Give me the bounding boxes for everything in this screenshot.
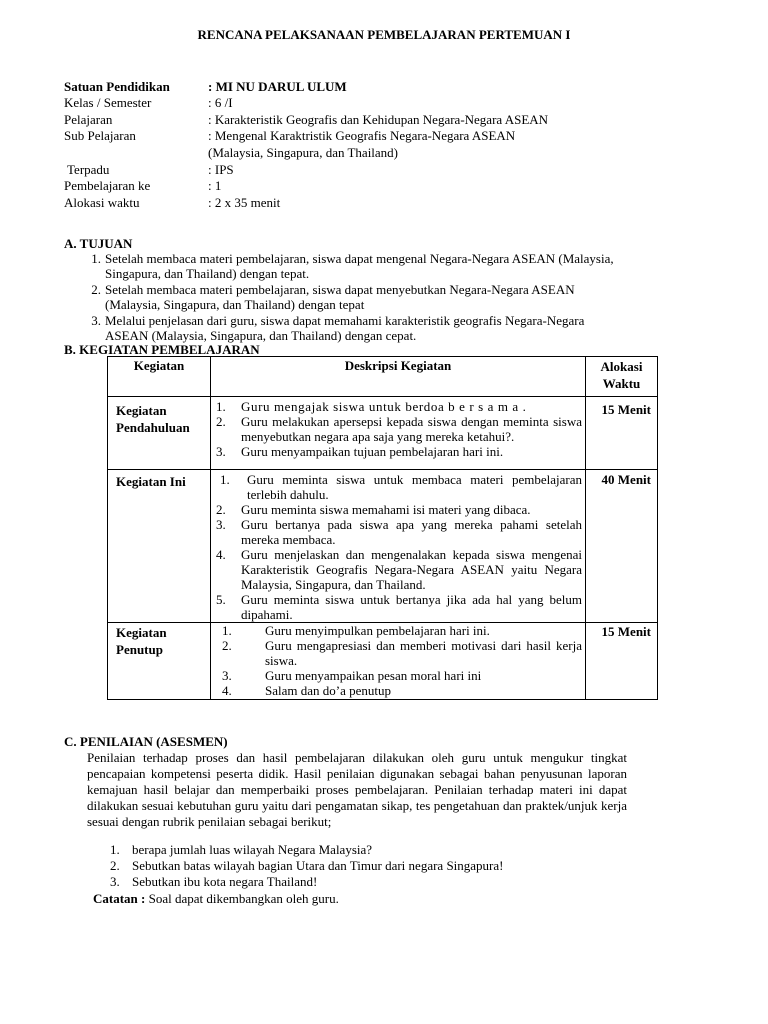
info-value: : IPS <box>208 162 234 177</box>
question-text: berapa jumlah luas wilayah Negara Malaysia? <box>132 842 373 857</box>
step-text: Guru meminta siswa memahami isi materi yang dibaca. <box>241 502 531 517</box>
list-item <box>214 638 582 668</box>
list-item <box>214 668 582 683</box>
list-item <box>214 502 582 517</box>
info-value: : 1 <box>208 178 222 193</box>
question-text: Sebutkan batas wilayah bagian Utara dan Timur dari negara Singapura! <box>132 858 504 873</box>
step-list <box>214 472 582 622</box>
catatan-text: Soal dapat dikembangkan oleh guru. <box>145 891 339 906</box>
section-heading-kegiatan: B. KEGIATAN PEMBELAJARAN <box>64 342 260 357</box>
column-header-deskripsi: Deskripsi Kegiatan <box>211 357 586 397</box>
column-header-kegiatan: Kegiatan <box>108 357 211 397</box>
info-label: Terpadu <box>64 162 110 177</box>
kegiatan-name: Kegiatan Ini <box>108 470 211 623</box>
step-text: Guru menyimpulkan pembelajaran hari ini. <box>265 623 490 638</box>
alokasi-waktu: 15 Menit <box>586 397 658 470</box>
question-item <box>110 874 317 890</box>
step-number: 2. <box>222 638 232 653</box>
kegiatan-name: Kegiatan Pendahuluan <box>108 397 211 470</box>
list-item <box>214 399 582 414</box>
catatan-note <box>93 891 339 907</box>
step-text: Guru meminta siswa untuk bertanya jika ada hal yang belum dipahami. <box>241 592 582 622</box>
question-number: 3. <box>110 874 120 889</box>
kegiatan-steps <box>211 397 586 470</box>
step-number: 4. <box>216 547 226 562</box>
list-item <box>214 444 582 459</box>
step-number: 3. <box>216 444 226 459</box>
question-item <box>110 842 372 858</box>
list-item <box>214 547 582 592</box>
step-text: Guru menyampaikan pesan moral hari ini <box>265 668 482 683</box>
question-text: Sebutkan ibu kota negara Thailand! <box>132 874 318 889</box>
step-text: Guru menyampaikan tujuan pembelajaran hari ini. <box>241 444 504 459</box>
item-line: ASEAN (Malaysia, Singapura, dan Thailand) dengan cepat. <box>105 328 417 343</box>
info-label: Satuan Pendidikan <box>64 79 170 94</box>
catatan-label: Catatan : <box>93 891 146 906</box>
info-value: : 2 x 35 menit <box>208 195 281 210</box>
step-number: 2. <box>216 414 226 429</box>
question-number: 2. <box>110 858 120 873</box>
table-row <box>108 623 658 700</box>
item-line: Melalui penjelasan dari guru, siswa dapat memahami karakteristik geografis Negara-Negara <box>105 313 585 328</box>
step-text: Guru menjelaskan dan mengenalakan kepada siswa mengenai Karakteristik Geografis Negara-Negara ASEAN yaitu Negara Malaysia, Singapura, dan Thailand. <box>241 547 582 592</box>
step-text: Salam dan do’a penutup <box>265 683 391 698</box>
info-label: Sub Pelajaran <box>64 128 136 143</box>
info-label: Pelajaran <box>64 112 113 127</box>
info-value: : Karakteristik Geografis dan Kehidupan Negara-Negara ASEAN <box>208 112 549 127</box>
info-value: : Mengenal Karaktristik Geografis Negara-Negara ASEAN <box>208 128 516 143</box>
item-line: Setelah membaca materi pembelajaran, siswa dapat mengenal Negara-Negara ASEAN (Malaysia, <box>105 251 614 266</box>
column-header-alokasi: Alokasi Waktu <box>586 357 658 397</box>
item-number: 1. <box>91 251 101 266</box>
step-number: 3. <box>216 517 226 532</box>
list-item <box>214 683 582 698</box>
list-item <box>214 592 582 622</box>
section-heading-tujuan: A. TUJUAN <box>64 236 133 251</box>
item-line: (Malaysia, Singapura, dan Thailand) dengan tepat <box>105 297 365 312</box>
question-item <box>110 858 503 874</box>
kegiatan-steps <box>211 470 586 623</box>
step-number: 4. <box>222 683 232 698</box>
table-row <box>108 470 658 623</box>
info-value: : MI NU DARUL ULUM <box>208 79 347 94</box>
info-label: Pembelajaran ke <box>64 178 151 193</box>
item-line: Setelah membaca materi pembelajaran, siswa dapat menyebutkan Negara-Negara ASEAN <box>105 282 575 297</box>
info-label: Alokasi waktu <box>64 195 140 210</box>
document-title: RENCANA PELAKSANAAN PEMBELAJARAN PERTEMUAN I <box>197 27 571 42</box>
penilaian-paragraph: Penilaian terhadap proses dan hasil pembelajaran dilakukan oleh guru untuk mengukur tingkat pencapaian kompetensi peserta didik. Hasil penilaian digunakan sebagai bahan penyusunan laporan kemajuan hasil belajar dan memperbaiki proses pembelajaran. Penilaian terhadap materi ini dapat dilakukan sesuai kebutuhan guru yaitu dari pengamatan sikap, tes pengetahuan dan praktek/unjuk kerja sesuai dengan rubrik penilaian sebagai berikut; <box>87 750 627 829</box>
kegiatan-steps <box>211 623 586 700</box>
list-item <box>214 623 582 638</box>
step-text: Guru mengapresiasi dan memberi motivasi dari hasil kerja siswa. <box>265 638 582 668</box>
step-number: 2. <box>216 502 226 517</box>
step-number: 3. <box>222 668 232 683</box>
table-header-row <box>108 357 658 397</box>
list-item <box>214 472 582 502</box>
question-number: 1. <box>110 842 120 857</box>
info-value: : 6 /I <box>208 95 233 110</box>
step-number: 1. <box>222 623 232 638</box>
item-number: 2. <box>91 282 101 297</box>
alokasi-waktu: 15 Menit <box>586 623 658 700</box>
step-number: 1. <box>220 472 230 487</box>
list-item <box>214 414 582 444</box>
table-row <box>108 397 658 470</box>
step-text: Guru bertanya pada siswa apa yang mereka pahami setelah mereka membaca. <box>241 517 582 547</box>
step-text: Guru meminta siswa untuk membaca materi pembelajaran terlebih dahulu. <box>247 472 582 502</box>
item-line: Singapura, dan Thailand) dengan tepat. <box>105 266 310 281</box>
alokasi-waktu: 40 Menit <box>586 470 658 623</box>
info-value: (Malaysia, Singapura, dan Thailand) <box>208 145 399 160</box>
item-number: 3. <box>91 313 101 328</box>
list-item <box>214 517 582 547</box>
kegiatan-name: Kegiatan Penutup <box>108 623 211 700</box>
activity-table <box>107 356 658 700</box>
step-list <box>214 399 582 459</box>
section-heading-penilaian: C. PENILAIAN (ASESMEN) <box>64 734 228 749</box>
step-text: Guru mengajak siswa untuk berdoa b e r s a m a . <box>241 399 527 414</box>
step-number: 1. <box>216 399 226 414</box>
step-number: 5. <box>216 592 226 607</box>
info-label: Kelas / Semester <box>64 95 152 110</box>
step-text: Guru melakukan apersepsi kepada siswa dengan meminta siswa menyebutkan negara apa saja yang mereka ketahui?. <box>241 414 582 444</box>
step-list <box>214 623 582 698</box>
